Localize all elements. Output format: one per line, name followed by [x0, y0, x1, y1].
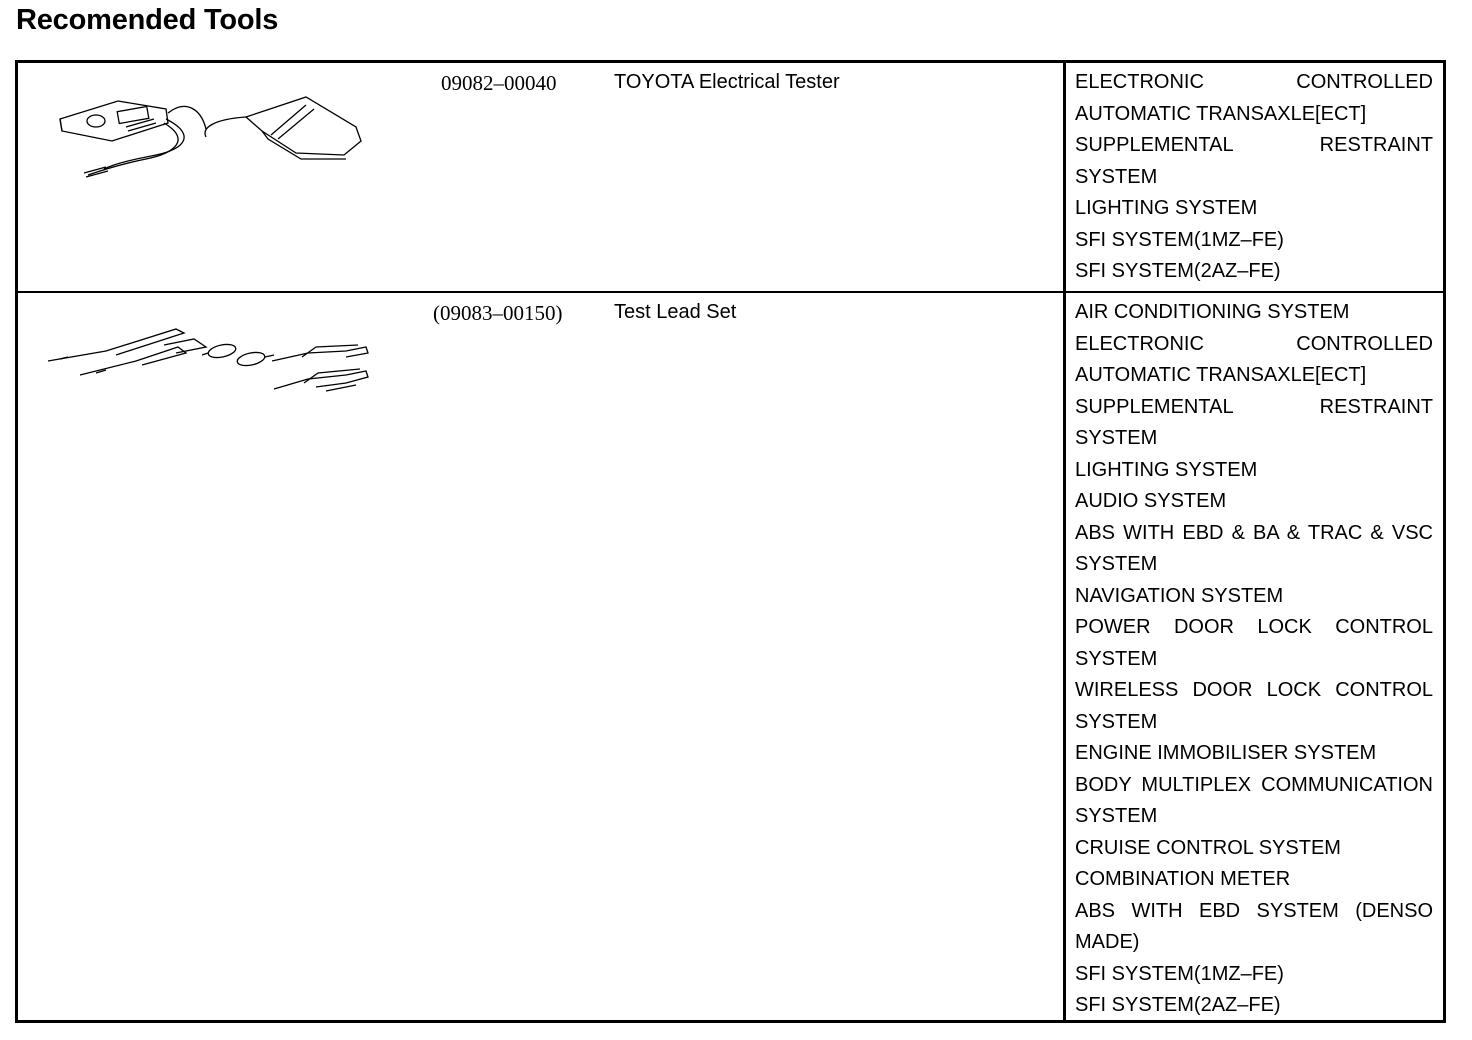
part-number: (09083–00150)	[433, 301, 563, 325]
usage-item: POWER DOOR LOCK CONTROL SYSTEM	[1075, 616, 1433, 670]
usage-item: SUPPLEMENTAL RESTRAINT SYSTEM	[1075, 134, 1433, 188]
test-lead-set-illustration	[46, 317, 386, 397]
usage-item: AUDIO SYSTEM	[1075, 490, 1227, 512]
usage-item: LIGHTING SYSTEM	[1075, 197, 1258, 219]
electrical-tester-illustration	[56, 89, 366, 179]
usage-item: SFI SYSTEM(1MZ–FE)	[1075, 228, 1284, 251]
usage-item: WIRELESS DOOR LOCK CONTROL SYSTEM	[1075, 679, 1433, 733]
usage-item: AIR CONDITIONING SYSTEM	[1075, 301, 1350, 323]
usage-item: ABS WITH EBD & BA & TRAC & VSC SYSTEM	[1075, 521, 1433, 575]
usage-item: LIGHTING SYSTEM	[1075, 458, 1258, 481]
tool-name: Test Lead Set	[614, 301, 737, 323]
page-title: Recomended Tools	[16, 4, 279, 36]
usage-item: SFI SYSTEM(2AZ–FE)	[1075, 994, 1281, 1016]
usage-list	[1075, 297, 1433, 1022]
usage-item: SUPPLEMENTAL RESTRAINT SYSTEM	[1075, 395, 1433, 449]
usage-item: ELECTRONIC CONTROLLED AUTOMATIC TRANSAXLE[ECT]	[1075, 71, 1433, 125]
usage-item: BODY MULTIPLEX COMMUNICATION SYSTEM	[1075, 773, 1433, 827]
usage-item: CRUISE CONTROL SYSTEM	[1075, 836, 1341, 859]
usage-item: ELECTRONIC CONTROLLED AUTOMATIC TRANSAXLE[ECT]	[1075, 332, 1433, 386]
tool-name: TOYOTA Electrical Tester	[614, 71, 840, 93]
usage-item: SFI SYSTEM(2AZ–FE)	[1075, 260, 1281, 282]
usage-item: ABS WITH EBD SYSTEM (DENSO MADE)	[1075, 899, 1433, 953]
tool-row	[18, 63, 1443, 293]
usage-item: SFI SYSTEM(1MZ–FE)	[1075, 962, 1284, 985]
usage-item: COMBINATION METER	[1075, 868, 1291, 890]
part-number: 09082–00040	[441, 71, 557, 95]
usage-item: ENGINE IMMOBILISER SYSTEM	[1075, 742, 1377, 764]
usage-item: NAVIGATION SYSTEM	[1075, 584, 1284, 607]
tools-table	[15, 60, 1446, 1023]
usage-list	[1075, 67, 1433, 288]
tool-row	[18, 293, 1443, 1022]
